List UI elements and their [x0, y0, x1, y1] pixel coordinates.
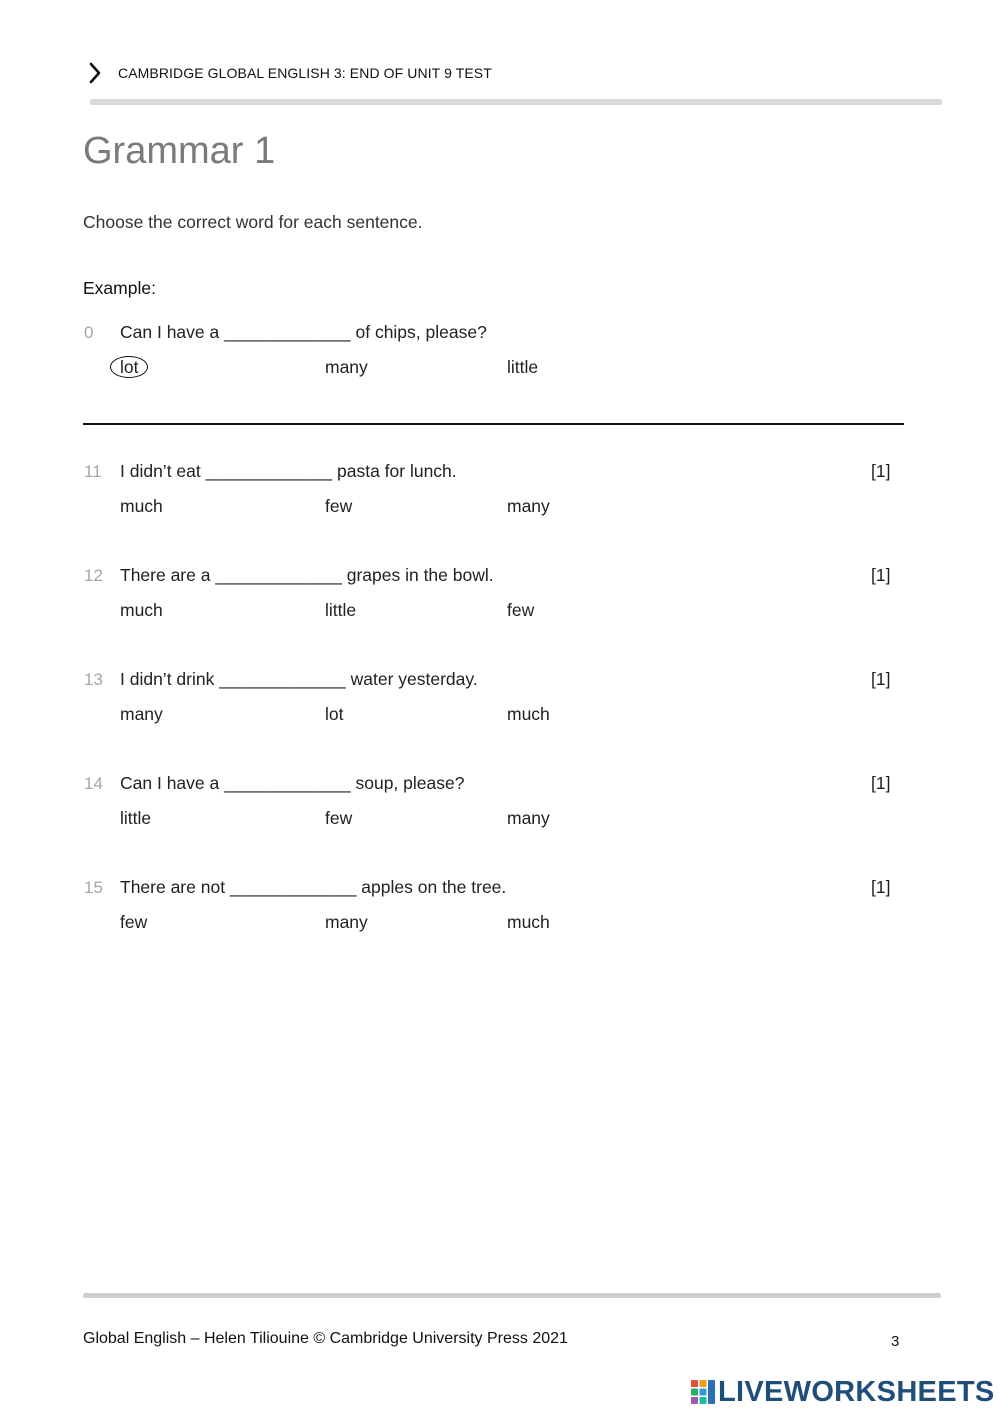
header-divider	[90, 99, 942, 105]
option[interactable]: few	[325, 496, 353, 516]
example-option-3: little	[507, 357, 539, 377]
circled-answer: lot	[110, 356, 148, 378]
question-number: 11	[84, 462, 102, 481]
section-title: Grammar 1	[83, 130, 276, 172]
option[interactable]: much	[120, 600, 163, 620]
question-mark: [1]	[871, 773, 891, 793]
example-text: Can I have a _____________ of chips, please?	[120, 322, 487, 342]
question-number: 14	[84, 774, 103, 793]
option[interactable]: much	[120, 496, 163, 516]
option[interactable]: many	[507, 808, 550, 828]
option[interactable]: little	[120, 808, 152, 828]
question-number: 15	[84, 878, 103, 897]
instruction: Choose the correct word for each sentence.	[83, 212, 423, 232]
example-number: 0	[84, 323, 94, 342]
option[interactable]: much	[507, 704, 550, 724]
option[interactable]: little	[325, 600, 357, 620]
option[interactable]: much	[507, 912, 550, 932]
example-divider	[83, 423, 904, 425]
example-option-2: many	[325, 357, 368, 377]
example-option-1	[120, 357, 148, 378]
chevron-right-icon	[86, 60, 104, 86]
question-text: I didn’t eat _____________ pasta for lunch.	[120, 461, 457, 481]
question-mark: [1]	[871, 669, 891, 689]
option[interactable]: many	[120, 704, 163, 724]
footer-divider	[83, 1293, 941, 1298]
option[interactable]: many	[507, 496, 550, 516]
example-label: Example:	[83, 278, 156, 298]
question-number: 13	[84, 670, 103, 689]
liveworksheets-logo-icon	[690, 1379, 716, 1405]
option[interactable]: few	[507, 600, 535, 620]
option[interactable]: lot	[325, 704, 344, 724]
footer-copyright: Global English – Helen Tiliouine © Cambridge University Press 2021	[83, 1330, 568, 1347]
option[interactable]: few	[120, 912, 148, 932]
option[interactable]: few	[325, 808, 353, 828]
question-text: There are not _____________ apples on the tree.	[120, 877, 507, 897]
question-text: Can I have a _____________ soup, please?	[120, 773, 465, 793]
header-title: CAMBRIDGE GLOBAL ENGLISH 3: END OF UNIT 9 TEST	[118, 65, 492, 81]
liveworksheets-text: LIVEWORKSHEETS	[718, 1375, 995, 1408]
question-mark: [1]	[871, 877, 891, 897]
question-number: 12	[84, 566, 103, 585]
question-text: I didn’t drink _____________ water yesterday.	[120, 669, 478, 689]
question-text: There are a _____________ grapes in the bowl.	[120, 565, 494, 585]
question-mark: [1]	[871, 565, 891, 585]
option[interactable]: many	[325, 912, 368, 932]
page-number: 3	[891, 1333, 900, 1350]
liveworksheets-watermark	[690, 1374, 995, 1410]
question-mark: [1]	[871, 461, 891, 481]
